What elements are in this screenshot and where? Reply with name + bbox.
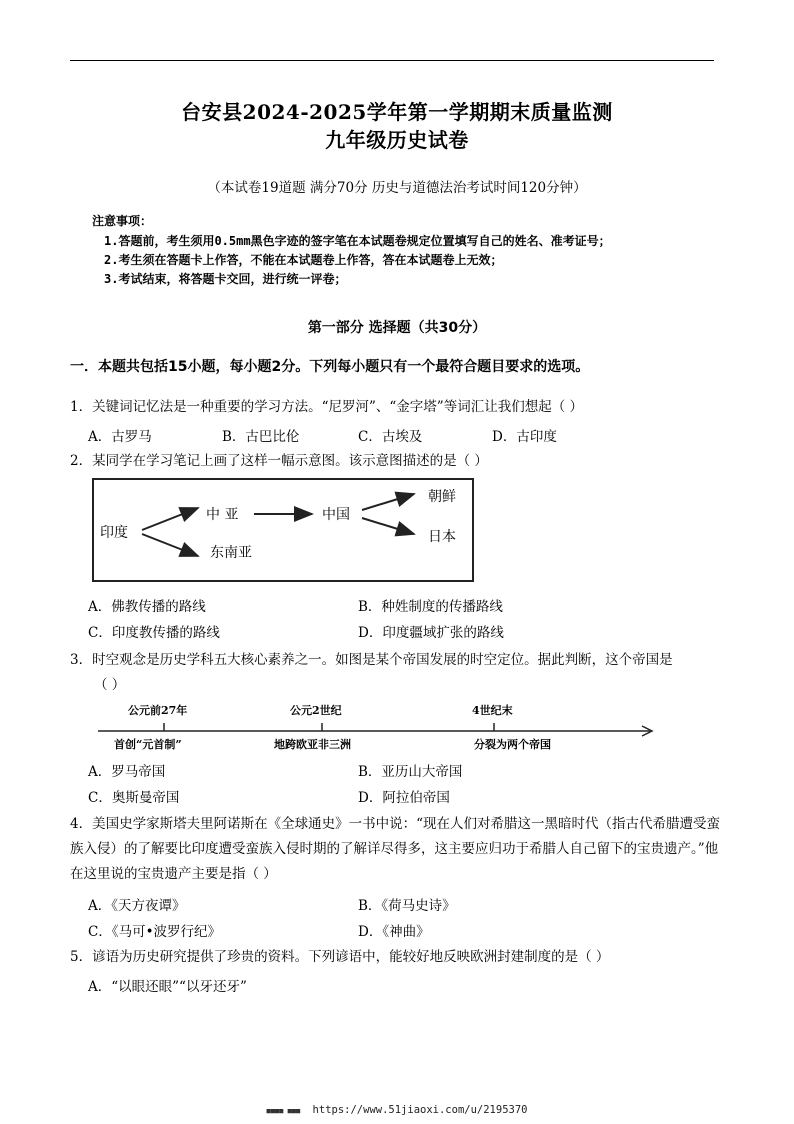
question-4-option-c: C．《马可•波罗行纪》 <box>88 924 222 940</box>
section-instructions: 一．本题共包括15小题，每小题2分。下列每小题只有一个最符合题目要求的选项。 <box>70 359 590 375</box>
timeline-event-3: 分裂为两个帝国 <box>474 738 551 751</box>
diagram-label-central-asia: 中 亚 <box>206 507 239 523</box>
arrow-india-southeast-asia <box>142 534 198 556</box>
question-1-option-c: C．古埃及 <box>358 429 423 445</box>
diagram-label-korea: 朝鲜 <box>428 489 456 505</box>
timeline-event-1: 首创“元首制” <box>114 738 182 751</box>
timeline-point-1: 公元前27年 <box>128 704 188 717</box>
timeline-event-2: 地跨欧亚非三洲 <box>274 738 351 751</box>
footer-watermark <box>0 1104 794 1116</box>
question-4-option-d: D．《神曲》 <box>358 924 430 940</box>
question-1-option-b: B．古巴比伦 <box>222 429 300 445</box>
empire-timeline <box>94 698 656 750</box>
notes-heading: 注意事项： <box>92 214 153 228</box>
question-3-option-b: B．亚历山大帝国 <box>358 764 463 780</box>
question-2-stem: 2．某同学在学习笔记上画了这样一幅示意图。该示意图描述的是（ ） <box>70 453 488 469</box>
question-4-option-b: B．《荷马史诗》 <box>358 898 456 914</box>
diagram-label-india: 印度 <box>100 525 128 541</box>
footer-dots: ■■■■ ■■■ <box>266 1107 301 1115</box>
arrow-china-japan <box>362 518 414 534</box>
question-1-stem: 1．关键词记忆法是一种重要的学习方法。“尼罗河”、“金字塔”等词汇让我们想起（ ） <box>70 399 583 415</box>
question-5-stem: 5．谚语为历史研究提供了珍贵的资料。下列谚语中，能较好地反映欧洲封建制度的是（ ） <box>70 949 610 965</box>
exam-title: 台安县2024-2025学年第一学期期末质量监测 <box>181 100 613 124</box>
question-3-stem: 3．时空观念是历史学科五大核心素养之一。如图是某个帝国发展的时空定位。据此判断，这个帝国是 <box>70 652 673 668</box>
part-title: 第一部分 选择题（共30分） <box>307 320 487 336</box>
question-3-stem-cont: （ ） <box>94 677 126 693</box>
question-2-option-b: B．种姓制度的传播路线 <box>358 599 503 615</box>
question-1-option-a: A．古罗马 <box>88 429 152 445</box>
question-3-option-c: C．奥斯曼帝国 <box>88 790 180 806</box>
diagram-label-southeast-asia: 东南亚 <box>210 545 252 561</box>
diagram-label-japan: 日本 <box>428 529 456 545</box>
note-item: 3.考试结束，将答题卡交回，进行统一评卷； <box>104 272 347 286</box>
footer-url[interactable]: https://www.51jiaoxi.com/u/2195370 <box>312 1104 528 1116</box>
exam-subject-title: 九年级历史试卷 <box>325 128 469 152</box>
question-2-option-d: D．印度疆域扩张的路线 <box>358 625 504 641</box>
question-5-option-a: A．“以眼还眼”“以牙还牙” <box>88 979 247 995</box>
arrow-china-korea <box>362 494 414 510</box>
question-4-option-a: A．《天方夜谭》 <box>88 898 186 914</box>
question-3-option-a: A．罗马帝国 <box>88 764 166 780</box>
question-4-stem: 4．美国史学家斯塔夫里阿诺斯在《全球通史》一书中说：“现在人们对希腊这一黑暗时代（指古代希腊遭受蛮族入侵）的了解要比印度遭受蛮族入侵时期的了解详尽得多，这主要应归功于希腊人自己留下的宝贵遗产。”他在这里说的宝贵遗产主要是指（ ） <box>70 816 720 882</box>
top-rule <box>70 60 714 61</box>
question-3-option-d: D．阿拉伯帝国 <box>358 790 450 806</box>
question-1-option-d: D．古印度 <box>492 429 557 445</box>
exam-info: （本试卷19道题 满分70分 历史与道德法治考试时间120分钟） <box>207 180 587 196</box>
note-item: 1.答题前，考生须用0.5mm黑色字迹的签字笔在本试题卷规定位置填写自己的姓名、准考证号； <box>104 234 611 248</box>
question-2-option-c: C．印度教传播的路线 <box>88 625 220 641</box>
note-item: 2.考生须在答题卡上作答，不能在本试题卷上作答，答在本试题卷上无效； <box>104 253 503 267</box>
spread-route-diagram <box>92 478 474 582</box>
question-2-option-a: A．佛教传播的路线 <box>88 599 206 615</box>
diagram-label-china: 中国 <box>322 507 350 523</box>
timeline-point-2: 公元2世纪 <box>290 704 342 717</box>
arrow-india-central-asia <box>142 508 198 530</box>
diagram-arrows <box>94 480 472 580</box>
timeline-point-3: 4世纪末 <box>472 704 513 717</box>
